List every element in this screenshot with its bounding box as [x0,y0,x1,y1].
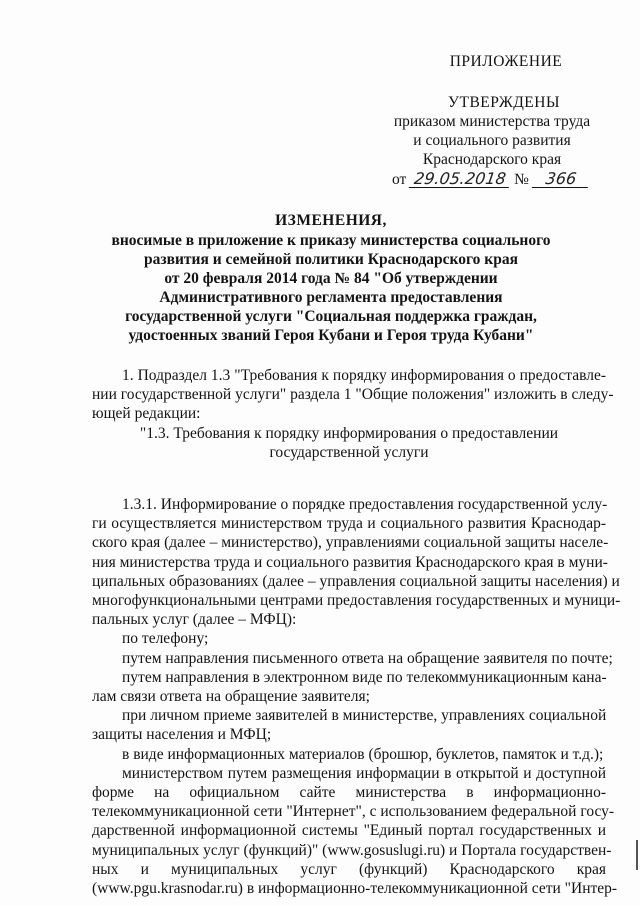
title-line: вносимые в приложение к приказу министерства социального [111,232,551,249]
approval-line: Краснодарского края [422,151,562,168]
title-heading: ИЗМЕНЕНИЯ, [275,212,387,229]
title-line: удостоенных званий Героя Кубани и Героя труда Кубани" [128,327,534,344]
date-prefix: от [392,171,407,188]
scan-edge-mark [636,840,638,870]
paragraph-5 [92,668,606,706]
text-line: нии государственной услуги" раздела 1 "Общие положения" изложить в следу- [92,386,614,404]
text-line: многофункциональными центрами предоставления государственных и муници- [92,592,621,610]
text-line: форме на официальном сайте министерства в информационно- [92,784,606,802]
text-line: дарственной информационной системы "Единый портал государственных и [92,822,606,840]
order-date-handwritten: 29.05.2018 [409,170,512,188]
appendix-label: ПРИЛОЖЕНИЕ [449,53,563,70]
paragraph-2 [92,495,621,629]
text-line: ния министерства труда и социального развития Краснодарского края в муни- [92,553,608,571]
paragraph-3 [92,629,606,648]
number-prefix: № [514,171,529,188]
paragraph-4 [92,649,613,668]
approval-block [382,52,602,189]
text-line: ных и муниципальных услуг (функций) Краснодарского края [92,860,606,878]
text-line: 1.3.1. Информирование о порядке предоставления государственной услу- [122,496,608,514]
title-line: государственной услуги "Социальная поддержка граждан, [125,308,537,325]
text-line: 1. Подраздел 1.3 "Требования к порядку информирования о предоставле- [122,367,606,384]
title-line: Административного регламента предоставления [159,289,503,306]
order-date-line [392,170,602,189]
document-title [96,211,566,345]
text-line: пальных услуг (далее – МФЦ): [92,611,297,629]
spacer [92,481,606,495]
document-body [92,366,621,898]
spacer [92,462,606,481]
order-number-handwritten: 366 [531,170,590,188]
subsection-heading [92,424,606,462]
text-line: защиты населения и МФЦ; [92,726,272,744]
text-line: (www.pgu.krasnodar.ru) в информационно-телекоммуникационной сети "Интер- [92,880,618,898]
approval-line: приказом министерства труда [393,113,591,130]
text-line: ги осуществляется министерством труда и социального развития Краснодар- [92,515,606,533]
text-line: ющей редакции: [92,405,201,423]
paragraph-6 [92,706,606,744]
text-line: министерством путем размещения информации в открытой и доступной [122,764,606,782]
text-line: лам связи ответа на обращение заявителя; [92,688,370,706]
title-line: от 20 февраля 2014 года № 84 "Об утверждении [164,270,498,287]
text-line: путем направления в электронном виде по телекоммуникационным кана- [122,668,607,686]
text-line: телекоммуникационной сети "Интернет", с использованием федеральной госу- [92,803,615,821]
paragraph-7 [92,745,606,764]
text-line: путем направления письменного ответа на обращение заявителя по почте; [122,649,613,667]
approved-label: УТВЕРЖДЕНЫ [448,94,560,111]
text-line: ского края (далее – министерство), управлениями социальной защиты населе- [92,534,609,552]
paragraph-1 [92,366,614,424]
text-line: в виде информационных материалов (брошюр, буклетов, памяток и т.д.); [122,745,604,763]
text-line: при личном приеме заявителей в министерстве, управлениях социальной [122,707,607,725]
approval-line: и социального развития [413,132,571,149]
text-line: по телефону; [122,630,209,648]
paragraph-8 [92,764,618,898]
subsection-heading-line: "1.3. Требования к порядку информирования о предоставлении [139,424,559,442]
text-line: ципальных образованиях (далее – управления социальной защиты населения) и [92,572,620,590]
subsection-heading-line: государственной услуги [269,443,429,461]
title-line: развития и семейной политики Краснодарского края [144,251,518,268]
text-line: муниципальных услуг (функций)" (www.gosuslugi.ru) и Портала государствен- [92,841,612,859]
